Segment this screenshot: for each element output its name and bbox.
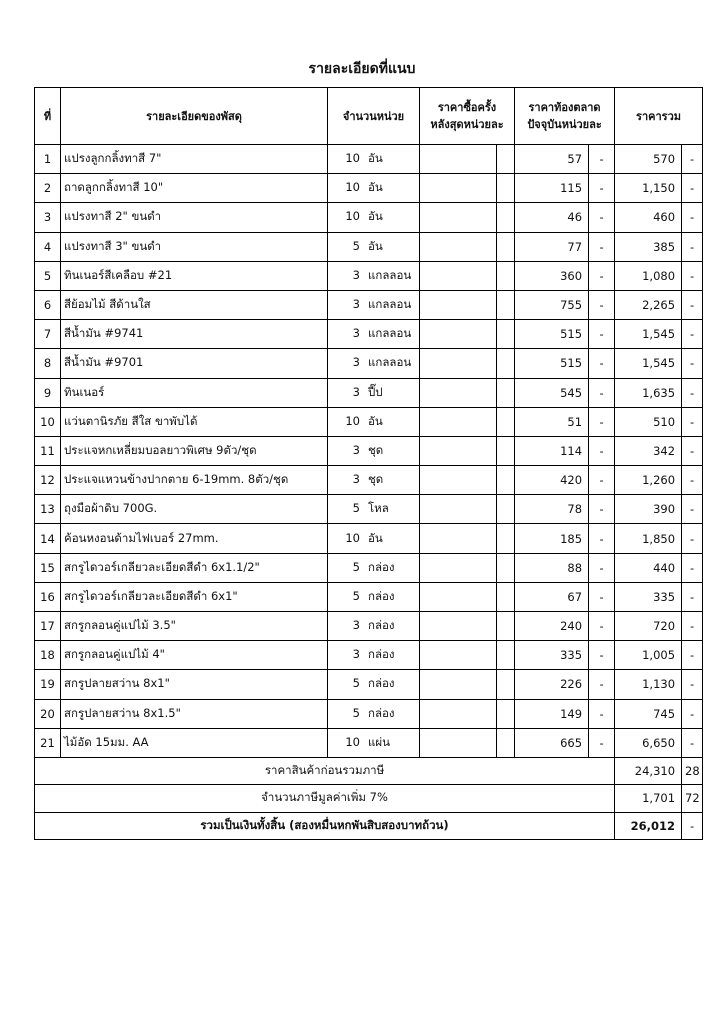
item-last-price (420, 553, 497, 582)
item-last-price (420, 436, 497, 465)
item-total: 1,130 (615, 670, 682, 699)
item-total: 2,265 (615, 290, 682, 319)
item-unit: กล่อง (368, 676, 395, 691)
item-description: แว่นตานิรภัย สีใส ขาพับได้ (61, 407, 328, 436)
item-unit: กล่อง (368, 647, 395, 662)
page-title: รายละเอียดที่แนบ (308, 61, 416, 77)
header-market-price (515, 88, 615, 145)
table-row (35, 320, 703, 349)
item-unit: อัน (368, 530, 383, 545)
item-last-price-satang (497, 466, 515, 495)
item-no: 18 (35, 641, 61, 670)
item-total-satang: - (682, 553, 703, 582)
item-quantity (328, 495, 420, 524)
item-last-price (420, 378, 497, 407)
item-market-price-satang: - (589, 553, 615, 582)
item-market-price-satang: - (589, 728, 615, 757)
item-rows (35, 145, 703, 758)
item-description: สกรูกลอนคู่แปไม้ 4" (61, 641, 328, 670)
item-last-price (420, 320, 497, 349)
item-no: 11 (35, 436, 61, 465)
item-market-price-satang: - (589, 232, 615, 261)
item-market-price: 360 (515, 261, 589, 290)
item-no: 9 (35, 378, 61, 407)
item-total: 6,650 (615, 728, 682, 757)
header-row (35, 88, 703, 145)
item-last-price-satang (497, 553, 515, 582)
item-last-price-satang (497, 612, 515, 641)
item-description: ทินเนอร์ (61, 378, 328, 407)
item-market-price: 78 (515, 495, 589, 524)
item-total: 1,260 (615, 466, 682, 495)
item-market-price-satang: - (589, 145, 615, 174)
item-total: 390 (615, 495, 682, 524)
item-last-price (420, 290, 497, 319)
item-last-price (420, 670, 497, 699)
item-total: 1,850 (615, 524, 682, 553)
item-quantity (328, 436, 420, 465)
item-total-satang: - (682, 670, 703, 699)
subtotal-row (35, 757, 703, 784)
item-last-price (420, 203, 497, 232)
item-unit: กล่อง (368, 705, 395, 720)
table-row (35, 174, 703, 203)
item-unit: แกลลอน (368, 326, 412, 341)
item-quantity (328, 553, 420, 582)
item-no: 4 (35, 232, 61, 261)
item-total-satang: - (682, 174, 703, 203)
table-row (35, 699, 703, 728)
item-description: สีน้ำมัน #9741 (61, 320, 328, 349)
vat-value: 1,701 (615, 785, 682, 812)
item-market-price-satang: - (589, 495, 615, 524)
item-total-satang: - (682, 495, 703, 524)
item-no: 12 (35, 466, 61, 495)
item-quantity-number: 3 (352, 355, 360, 370)
item-market-price: 77 (515, 232, 589, 261)
item-last-price (420, 349, 497, 378)
item-last-price-satang (497, 290, 515, 319)
item-last-price-satang (497, 349, 515, 378)
item-quantity-number: 3 (352, 647, 360, 662)
item-unit: อัน (368, 238, 383, 253)
item-total-satang: - (682, 582, 703, 611)
item-market-price: 240 (515, 612, 589, 641)
item-description: สกรูปลายสว่าน 8x1.5" (61, 699, 328, 728)
subtotal-label: ราคาสินค้าก่อนรวมภาษี (35, 757, 615, 784)
item-last-price (420, 582, 497, 611)
item-last-price (420, 612, 497, 641)
item-quantity-number: 3 (352, 442, 360, 457)
item-no: 5 (35, 261, 61, 290)
header-total: ราคารวม (615, 88, 703, 145)
item-total: 335 (615, 582, 682, 611)
item-total: 385 (615, 232, 682, 261)
item-market-price-satang: - (589, 407, 615, 436)
item-last-price-satang (497, 407, 515, 436)
item-no: 14 (35, 524, 61, 553)
table-row (35, 145, 703, 174)
item-last-price (420, 524, 497, 553)
item-unit: กล่อง (368, 559, 395, 574)
item-description: ทินเนอร์สีเคลือบ #21 (61, 261, 328, 290)
items-table (34, 87, 703, 840)
item-unit: อัน (368, 413, 383, 428)
item-market-price: 515 (515, 320, 589, 349)
item-total-satang: - (682, 320, 703, 349)
item-total-satang: - (682, 232, 703, 261)
table-row (35, 290, 703, 319)
item-quantity (328, 232, 420, 261)
item-market-price-satang: - (589, 670, 615, 699)
item-market-price-satang: - (589, 290, 615, 319)
item-total: 440 (615, 553, 682, 582)
item-quantity-number: 5 (352, 705, 360, 720)
item-quantity-number: 5 (352, 588, 360, 603)
item-quantity-number: 3 (352, 618, 360, 633)
item-no: 8 (35, 349, 61, 378)
item-last-price-satang (497, 378, 515, 407)
table-row (35, 553, 703, 582)
item-market-price: 665 (515, 728, 589, 757)
item-market-price: 51 (515, 407, 589, 436)
item-market-price-satang: - (589, 436, 615, 465)
item-total: 720 (615, 612, 682, 641)
item-unit: ปี๊ป (368, 384, 383, 399)
item-description: แปรงทาสี 3" ขนดำ (61, 232, 328, 261)
header-no: ที่ (35, 88, 61, 145)
header-last-price (420, 88, 515, 145)
item-description: สกรูกลอนคู่แปไม้ 3.5" (61, 612, 328, 641)
item-last-price-satang (497, 261, 515, 290)
grand-total-label: รวมเป็นเงินทั้งสิ้น (สองหมื่นหกพันสิบสองบาทถ้วน) (35, 812, 615, 839)
item-unit: แกลลอน (368, 267, 412, 282)
item-quantity-number: 3 (352, 297, 360, 312)
item-no: 6 (35, 290, 61, 319)
item-total-satang: - (682, 378, 703, 407)
item-market-price-satang: - (589, 641, 615, 670)
header-quantity: จำนวนหน่วย (328, 88, 420, 145)
item-total: 745 (615, 699, 682, 728)
item-quantity (328, 407, 420, 436)
item-no: 7 (35, 320, 61, 349)
item-total: 460 (615, 203, 682, 232)
item-description: สีย้อมไม้ สีด้านใส (61, 290, 328, 319)
item-market-price: 88 (515, 553, 589, 582)
table-row (35, 728, 703, 757)
vat-row (35, 785, 703, 812)
table-row (35, 670, 703, 699)
item-total-satang: - (682, 641, 703, 670)
item-unit: โหล (368, 501, 389, 516)
item-total: 1,635 (615, 378, 682, 407)
item-description: แปรงลูกกลิ้งทาสี 7" (61, 145, 328, 174)
item-no: 21 (35, 728, 61, 757)
table-row (35, 641, 703, 670)
header-market-price-line1: ราคาท้องตลาด (528, 101, 601, 114)
table-row (35, 466, 703, 495)
item-last-price-satang (497, 320, 515, 349)
item-last-price (420, 174, 497, 203)
item-quantity (328, 641, 420, 670)
item-no: 10 (35, 407, 61, 436)
item-no: 1 (35, 145, 61, 174)
item-quantity (328, 349, 420, 378)
item-quantity (328, 670, 420, 699)
table-row (35, 378, 703, 407)
item-quantity (328, 320, 420, 349)
item-last-price (420, 407, 497, 436)
item-last-price (420, 728, 497, 757)
item-market-price: 115 (515, 174, 589, 203)
item-unit: อัน (368, 209, 383, 224)
item-quantity-number: 10 (345, 209, 360, 224)
item-total-satang: - (682, 524, 703, 553)
item-last-price (420, 261, 497, 290)
item-unit: แผ่น (368, 734, 391, 749)
item-market-price: 57 (515, 145, 589, 174)
table-row (35, 407, 703, 436)
item-total: 342 (615, 436, 682, 465)
item-no: 16 (35, 582, 61, 611)
item-no: 15 (35, 553, 61, 582)
item-market-price-satang: - (589, 378, 615, 407)
item-quantity-number: 10 (345, 151, 360, 166)
item-description: ถาดลูกกลิ้งทาสี 10" (61, 174, 328, 203)
item-quantity (328, 203, 420, 232)
subtotal-value: 24,310 (615, 757, 682, 784)
vat-label: จำนวนภาษีมูลค่าเพิ่ม 7% (35, 785, 615, 812)
item-market-price: 46 (515, 203, 589, 232)
item-unit: กล่อง (368, 588, 395, 603)
item-last-price (420, 495, 497, 524)
item-market-price: 149 (515, 699, 589, 728)
item-total-satang: - (682, 612, 703, 641)
item-no: 13 (35, 495, 61, 524)
item-total: 1,545 (615, 349, 682, 378)
item-total-satang: - (682, 203, 703, 232)
item-quantity (328, 612, 420, 641)
item-no: 3 (35, 203, 61, 232)
item-description: สกรูไดวอร์เกลียวละเอียดสีดำ 6x1.1/2" (61, 553, 328, 582)
item-last-price-satang (497, 699, 515, 728)
table-row (35, 436, 703, 465)
item-quantity (328, 145, 420, 174)
item-quantity-number: 3 (352, 326, 360, 341)
grand-total-value: 26,012 (615, 812, 682, 839)
item-quantity-number: 3 (352, 472, 360, 487)
item-last-price-satang (497, 670, 515, 699)
item-total: 1,080 (615, 261, 682, 290)
header-description: รายละเอียดของพัสดุ (61, 88, 328, 145)
item-description: ค้อนหงอนด้ามไฟเบอร์ 27mm. (61, 524, 328, 553)
item-market-price: 755 (515, 290, 589, 319)
table-row (35, 582, 703, 611)
item-quantity (328, 378, 420, 407)
item-total-satang: - (682, 407, 703, 436)
grand-total-satang: - (682, 812, 703, 839)
table-row (35, 612, 703, 641)
item-market-price-satang: - (589, 612, 615, 641)
item-market-price: 515 (515, 349, 589, 378)
item-market-price-satang: - (589, 524, 615, 553)
item-total-satang: - (682, 145, 703, 174)
item-quantity (328, 174, 420, 203)
item-market-price: 420 (515, 466, 589, 495)
item-quantity (328, 582, 420, 611)
item-quantity-number: 3 (352, 267, 360, 282)
item-total: 1,150 (615, 174, 682, 203)
item-market-price-satang: - (589, 466, 615, 495)
item-quantity-number: 10 (345, 530, 360, 545)
item-total: 1,545 (615, 320, 682, 349)
table-row (35, 524, 703, 553)
header-market-price-line2: ปัจจุบันหน่วยละ (527, 118, 602, 131)
item-description: ประแจแหวนข้างปากตาย 6-19mm. 8ตัว/ชุด (61, 466, 328, 495)
item-description: สีน้ำมัน #9701 (61, 349, 328, 378)
table-row (35, 232, 703, 261)
item-market-price-satang: - (589, 203, 615, 232)
item-last-price-satang (497, 436, 515, 465)
item-quantity-number: 5 (352, 559, 360, 574)
item-market-price: 335 (515, 641, 589, 670)
item-last-price (420, 699, 497, 728)
item-quantity (328, 290, 420, 319)
item-market-price-satang: - (589, 261, 615, 290)
table-row (35, 261, 703, 290)
item-total-satang: - (682, 436, 703, 465)
item-quantity-number: 5 (352, 676, 360, 691)
item-total: 570 (615, 145, 682, 174)
table-row (35, 495, 703, 524)
item-unit: ชุด (368, 472, 384, 487)
grand-total-row (35, 812, 703, 839)
item-total-satang: - (682, 699, 703, 728)
item-market-price-satang: - (589, 582, 615, 611)
item-total-satang: - (682, 728, 703, 757)
item-last-price-satang (497, 232, 515, 261)
item-last-price-satang (497, 203, 515, 232)
item-market-price-satang: - (589, 699, 615, 728)
item-unit: อัน (368, 180, 383, 195)
item-quantity-number: 10 (345, 180, 360, 195)
item-last-price (420, 232, 497, 261)
item-quantity (328, 699, 420, 728)
item-unit: กล่อง (368, 618, 395, 633)
item-last-price-satang (497, 641, 515, 670)
item-market-price: 185 (515, 524, 589, 553)
header-last-price-line1: ราคาซื้อครั้ง (437, 101, 497, 114)
item-last-price-satang (497, 174, 515, 203)
item-description: ไม้อัด 15มม. AA (61, 728, 328, 757)
item-no: 17 (35, 612, 61, 641)
vat-satang: 72 (682, 785, 703, 812)
item-unit: ชุด (368, 442, 384, 457)
item-quantity-number: 5 (352, 501, 360, 516)
item-total-satang: - (682, 466, 703, 495)
item-market-price: 226 (515, 670, 589, 699)
item-last-price-satang (497, 524, 515, 553)
item-description: สกรูปลายสว่าน 8x1" (61, 670, 328, 699)
item-last-price-satang (497, 728, 515, 757)
item-no: 2 (35, 174, 61, 203)
subtotal-satang: 28 (682, 757, 703, 784)
item-unit: อัน (368, 151, 383, 166)
item-quantity-number: 10 (345, 413, 360, 428)
item-no: 20 (35, 699, 61, 728)
item-total: 510 (615, 407, 682, 436)
item-quantity (328, 466, 420, 495)
item-last-price-satang (497, 495, 515, 524)
item-quantity (328, 261, 420, 290)
item-last-price (420, 466, 497, 495)
item-market-price: 545 (515, 378, 589, 407)
item-quantity (328, 728, 420, 757)
item-description: สกรูไดวอร์เกลียวละเอียดสีดำ 6x1" (61, 582, 328, 611)
item-market-price-satang: - (589, 349, 615, 378)
item-last-price-satang (497, 145, 515, 174)
header-last-price-line2: หลังสุดหน่วยละ (430, 118, 504, 131)
item-market-price-satang: - (589, 174, 615, 203)
item-no: 19 (35, 670, 61, 699)
table-row (35, 349, 703, 378)
item-total-satang: - (682, 349, 703, 378)
item-market-price-satang: - (589, 320, 615, 349)
item-market-price: 67 (515, 582, 589, 611)
item-quantity-number: 5 (352, 238, 360, 253)
item-last-price-satang (497, 582, 515, 611)
item-unit: แกลลอน (368, 297, 412, 312)
item-last-price (420, 641, 497, 670)
item-description: แปรงทาสี 2" ขนดำ (61, 203, 328, 232)
item-quantity-number: 3 (352, 384, 360, 399)
item-market-price: 114 (515, 436, 589, 465)
item-quantity-number: 10 (345, 734, 360, 749)
item-description: ประแจหกเหลี่ยมบอลยาวพิเศษ 9ตัว/ชุด (61, 436, 328, 465)
item-unit: แกลลอน (368, 355, 412, 370)
table-row (35, 203, 703, 232)
item-quantity (328, 524, 420, 553)
item-last-price (420, 145, 497, 174)
item-total-satang: - (682, 290, 703, 319)
item-total: 1,005 (615, 641, 682, 670)
item-description: ถุงมือผ้าดิบ 700G. (61, 495, 328, 524)
item-total-satang: - (682, 261, 703, 290)
